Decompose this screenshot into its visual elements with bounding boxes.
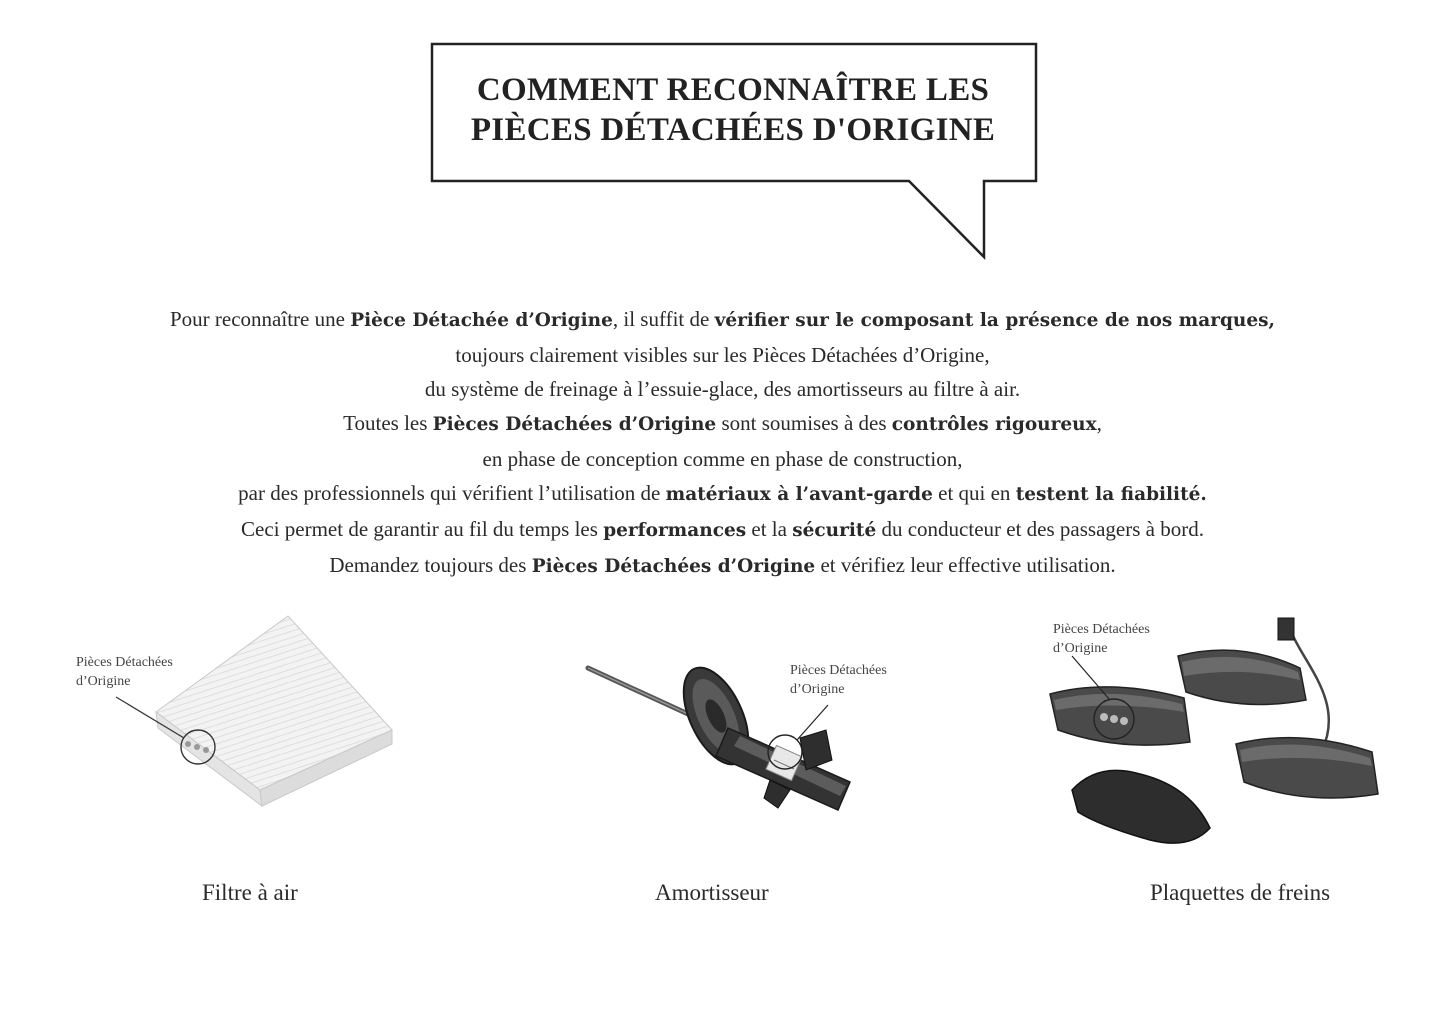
label-line: d’Origine bbox=[790, 682, 845, 697]
text-run: sont soumises à des bbox=[716, 411, 892, 435]
emphasis: performances bbox=[603, 520, 747, 541]
emphasis: matériaux à l’avant-garde bbox=[665, 484, 933, 505]
text-run: Ceci permet de garantir au fil du temps les bbox=[241, 517, 604, 541]
label-line: Pièces Détachées bbox=[1053, 622, 1150, 637]
text-run: Toutes les bbox=[343, 411, 433, 435]
emphasis: testent la fiabilité. bbox=[1015, 484, 1207, 505]
intro-line: en phase de conception comme en phase de construction, bbox=[482, 447, 963, 471]
label-line: Pièces Détachées bbox=[790, 663, 887, 678]
text-run: , il suffit de bbox=[612, 307, 715, 331]
emphasis: vérifier sur le composant la présence de nos marques, bbox=[714, 310, 1275, 331]
text-run: Pour reconnaître une bbox=[170, 307, 351, 331]
text-run: du conducteur et des passagers à bord. bbox=[876, 517, 1204, 541]
label-line: d’Origine bbox=[76, 674, 131, 689]
emphasis: Pièces Détachées d’Origine bbox=[531, 556, 816, 577]
text-run: , bbox=[1096, 411, 1102, 435]
text-run: et vérifiez leur effective utilisation. bbox=[815, 553, 1116, 577]
caption-air-filter: Filtre à air bbox=[202, 880, 298, 905]
emphasis: Pièces Détachées d’Origine bbox=[432, 414, 717, 435]
text-run: et la bbox=[746, 517, 793, 541]
caption-brake-pads: Plaquettes de freins bbox=[1150, 880, 1331, 905]
title-line-2: PIÈCES DÉTACHÉES D'ORIGINE bbox=[470, 112, 996, 148]
title-line-1: COMMENT RECONNAÎTRE LES bbox=[476, 72, 990, 108]
label-line: Pièces Détachées bbox=[76, 655, 173, 670]
text-run: par des professionnels qui vérifient l’utilisation de bbox=[238, 481, 666, 505]
intro-line: du système de freinage à l’essuie-glace, des amortisseurs au filtre à air. bbox=[424, 377, 1021, 401]
emphasis: sécurité bbox=[792, 520, 877, 541]
caption-shock-absorber: Amortisseur bbox=[655, 880, 769, 905]
intro-line: toujours clairement visibles sur les Pièces Détachées d’Origine, bbox=[455, 343, 990, 367]
label-line: d’Origine bbox=[1053, 641, 1108, 656]
emphasis: contrôles rigoureux bbox=[891, 414, 1097, 435]
emphasis: Pièce Détachée d’Origine bbox=[350, 310, 613, 331]
text-run: Demandez toujours des bbox=[329, 553, 532, 577]
text-run: et qui en bbox=[932, 481, 1016, 505]
origin-label bbox=[1053, 620, 1150, 658]
